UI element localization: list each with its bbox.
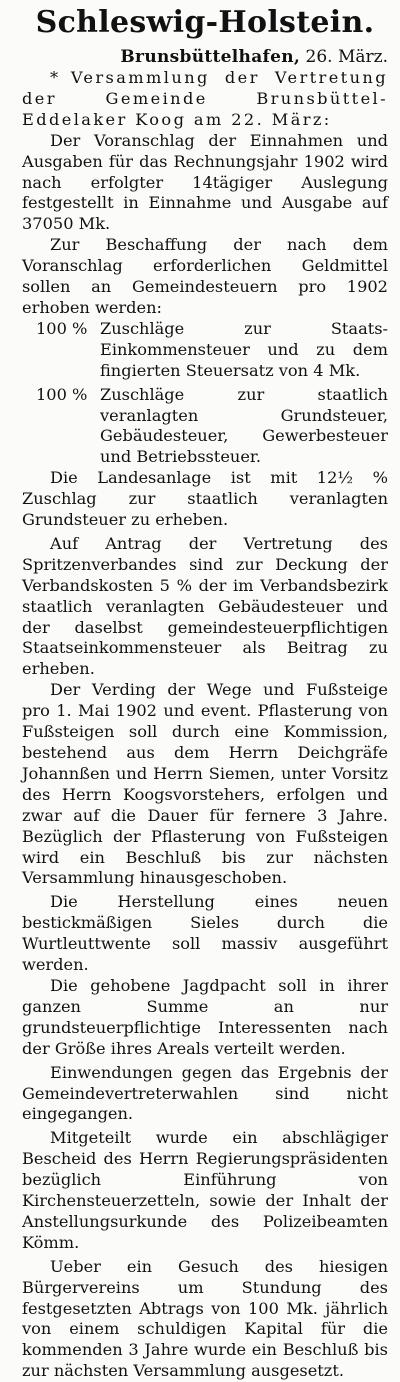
- paragraph-landesanlage: Die Landesanlage ist mit 12½ % Zuschlag zur staatlich veranlagten Grundsteuer zu erheben.: [22, 468, 388, 530]
- lead-marker: *: [50, 68, 59, 87]
- paragraph-budget: Der Voranschlag der Einnahmen und Ausgaben für das Rechnungsjahr 1902 wird nach erfolgter 14tägiger Auslegung festgestellt in Einnahme und Ausgabe auf 37050 Mk.: [22, 130, 388, 234]
- tax-item: [36, 385, 388, 469]
- paragraph-bescheid: Mitgeteilt wurde ein abschlägiger Bescheid des Herrn Regierungspräsidenten bezüglich Einführung von Kirchensteuerzetteln, sowie der Inhalt der Anstellungsurkunde des Polizeibeamten Kömm.: [22, 1128, 388, 1252]
- tax-item-percent: 100 %: [36, 318, 88, 338]
- tax-item: [36, 319, 388, 382]
- tax-item-text: Zuschläge zur staatlich veranlagten Grundsteuer, Gebäudesteuer, Gewerbesteuer und Betriebssteuer.: [100, 384, 388, 467]
- paragraph-taxes: Zur Beschaffung der nach dem Voranschlag erforderlichen Geldmittel sollen an Gemeindesteuern pro 1902 erhoben werden:: [22, 235, 388, 317]
- tax-item-percent: 100 %: [36, 384, 88, 404]
- paragraph-einwendungen: Einwendungen gegen das Ergebnis der Gemeindevertreterwahlen sind nicht eingegangen.: [22, 1062, 388, 1124]
- paragraph-spritzenverband: Auf Antrag der Vertretung des Spritzenverbandes sind zur Deckung der Verbandskosten 5 % der im Verbandsbezirk staatlich veranlagten Gebäudesteuer und der daselbst gemeindesteuerpflichtigen Staatseinkommensteuer als Beitrag zu erheben.: [22, 533, 388, 679]
- paragraph-jagdpacht: Die gehobene Jagdpacht soll in ihrer ganzen Summe an nur grundsteuerpflichtige Interessenten nach der Größe ihres Areals verteilt werden.: [22, 975, 388, 1058]
- paragraph-text: Versammlung der Vertretung der Gemeinde Brunsbüttel-Eddelaker Koog am 22. März:: [22, 68, 388, 129]
- tax-item-text: Zuschläge zur Staats-Einkommensteuer und zu dem fingierten Steuersatz von 4 Mk.: [100, 318, 388, 380]
- dateline-place: Brunsbüttelhafen,: [120, 47, 301, 67]
- paragraph-buergerverein: Ueber ein Gesuch des hiesigen Bürgervereins um Stundung des festgesetzten Abtrags von 100 Mk. jährlich von einem schuldigen Kapital für die kommenden 3 Jahre wurde ein Beschluß bis zur nächsten Versammlung ausgesetzt.: [22, 1256, 388, 1381]
- dateline-date: 26. März.: [305, 47, 388, 67]
- article-title: Schleswig-Holstein.: [35, 5, 375, 40]
- paragraph-intro: [22, 68, 388, 131]
- paragraph-siel: Die Herstellung eines neuen bestickmäßigen Sieles durch die Wurtleuttwente soll massiv ausgeführt werden.: [22, 892, 388, 975]
- dateline: [22, 46, 388, 68]
- paragraph-wege: Der Verding der Wege und Fußsteige pro 1. Mai 1902 und event. Pflasterung von Fußsteigen soll durch eine Kommission, bestehend aus dem Herrn Deichgräfe Johannßen und Herrn Siemen, unter Vorsitz des Herrn Koogsvorstehers, erfolgen und zwar auf die Dauer für fernere 3 Jahre. Bezüglich der Pflasterung von Fußsteigen wird ein Beschluß bis zur nächsten Versammlung hinausgeschoben.: [22, 680, 388, 888]
